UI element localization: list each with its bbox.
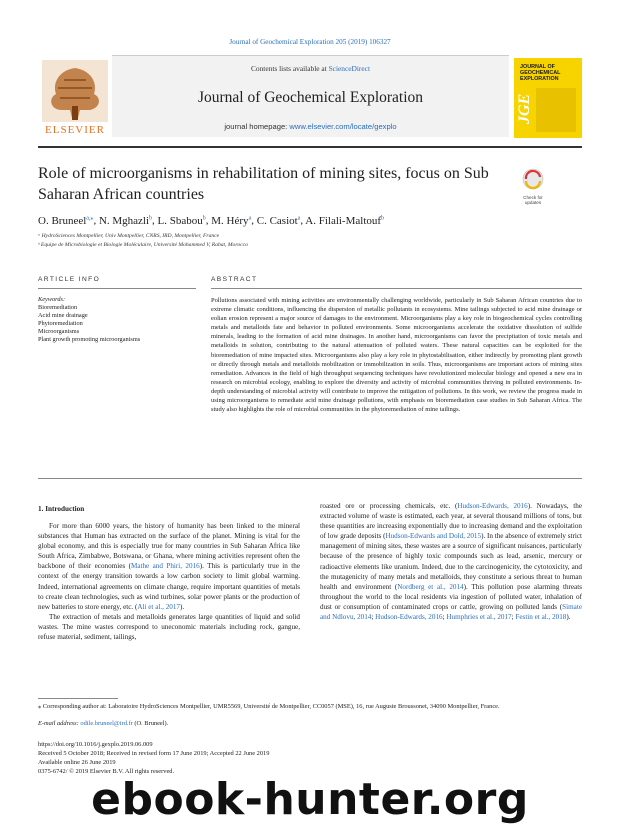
citation-link[interactable]: Humphries et al., 2017 xyxy=(446,613,512,622)
citation-link[interactable]: Ali et al., 2017 xyxy=(137,602,180,611)
contents-line xyxy=(112,64,509,73)
author[interactable]: A. Filali-Maltouf$^b$ xyxy=(305,214,385,227)
email-label: E-mail address: xyxy=(38,720,81,727)
abstract-bottom-rule xyxy=(38,478,582,479)
author[interactable]: N. Mghazli$^b$ xyxy=(98,214,153,227)
sciencedirect-link[interactable]: ScienceDirect xyxy=(328,64,371,73)
citation-link[interactable]: Simate and Ndlovu, 2014 xyxy=(320,602,582,622)
abstract-heading: ABSTRACT xyxy=(211,276,258,283)
contents-prefix: Contents lists available at xyxy=(250,64,329,73)
watermark-text: ebook-hunter.org xyxy=(91,774,529,825)
author[interactable]: L. Sbabou$^b$ xyxy=(157,214,206,227)
journal-name: Journal of Geochemical Exploration xyxy=(197,89,424,106)
abstract-text: Pollutions associated with mining activities are environmentally challenging worldwide, particularly in Sub Saharan African countries due to extreme climatic conditions, influencing the dispersion of metallic pollutants in ecosystems. Mine tailings subjected to acid mine drainage or eolian erosion represent a major source of damages to the environment. Microorganisms play a key role in biogeochemical cycles controlling metals and metalloids fate and behavior in polluted environments. Some microorganisms accelerate the oxidative dissolution of sulfide minerals, leading to the formation of acid mine drainages. In another hand, microorganisms can favor the precipitation of toxic metals and metalloids in solution, contributing to the natural attenuation of polluted waters. These natural capacities can be exploited for the bioremediation of mine impacted sites. Microorganisms also play a key role in phytostabilisation, either indirectly by promoting plant growth or directly through metals and metalloids mobilization or immobilization in soils. Thus, microorganisms are important actors of mining sites remediation. Advances in the field of high throughput sequencing techniques have revolutionized molecular biology and opened a new era in research on microbial ecology, enabling to explore the diversity and activity of microbial communities thriving in polluted environments. In-depth understanding of microbial activity will contribute to improve the mitigation of pollutions. In this work, we review the progress made in using microorganisms to remediate acid mine drainage pollutions, with emphasis on bioremediation case studies in Sub Saharan Africa. The study also highlights the role of microbial communities in the phytoremediation of mine tailings. xyxy=(211,297,582,414)
citation-link[interactable]: Festin et al., 2018 xyxy=(515,613,567,622)
author-sup: b xyxy=(381,215,385,221)
keywords-label: Keywords: xyxy=(38,296,66,303)
cover-art xyxy=(536,88,576,132)
article-info-heading: ARTICLE INFO xyxy=(38,276,101,283)
check-for-updates-button[interactable] xyxy=(515,168,551,206)
journal-cover[interactable] xyxy=(514,58,582,138)
citation-link[interactable]: Hudson-Edwards and Dold, 2015 xyxy=(385,532,482,541)
author-sup: b xyxy=(202,215,206,221)
paragraph: roasted ore or processing chemicals, etc. (Hudson-Edwards, 2016). Nowadays, the extracted volume of waste is estimated, each year, at several thousand millions of tons, but these quantities are increasing exponentially due to increasing demand and the exploitation of low grade deposits (Hudson-Edwards and Dold, 2015). In the absence of extremely strict management of mining sites, these wastes are a source of significant nuisances, particularly because of the presence of highly toxic compounds such as lead, arsenic, mercury or radioactive elements like uranium. Indeed, due to the carcinogenicity, the cytotoxicity, and the mutagenicity of many metals and metalloids, they constitute a serious threat to human health and environment (Nordberg et al., 2014). This pollution pose alarming threats throughout the world to the local residents via ingestion of polluted water, inhalation of dust or consumption of contaminated crops or cattle, growing on polluted lands (Simate and Ndlovu, 2014; Hudson-Edwards, 2016; Humphries et al., 2017; Festin et al., 2018). xyxy=(320,502,583,622)
section-heading-introduction: 1. Introduction xyxy=(38,505,85,513)
copyright: 0375-6742/ © 2019 Elsevier B.V. All rights reserved. xyxy=(38,768,175,775)
abstract-rule xyxy=(211,288,582,289)
journal-citation[interactable]: Journal of Geochemical Exploration 205 (2019) 106327 xyxy=(229,38,391,46)
email-line xyxy=(38,720,582,729)
article-info-rule xyxy=(38,288,196,289)
affiliation-b: ᵇ Equipe de Microbiologie et Biologie Moléculaire, Université Mohammed V, Rabat, Morocco xyxy=(38,242,248,248)
author-sup: b xyxy=(149,215,153,221)
cover-abbrev: JGE xyxy=(516,93,533,124)
header-center xyxy=(112,55,509,137)
author-sup: a,⁎ xyxy=(86,215,94,221)
keyword-item: Bioremediation xyxy=(38,304,78,311)
available-online: Available online 26 June 2019 xyxy=(38,759,116,766)
paragraph: For more than 6000 years, the history of humanity has been linked to the mineral substances that Human has extracted on the surface of the planet. Mining is vital for the global economy, and this is especially true for many countries in Sub Saharan Africa like South Africa, Zimbabwe, Botswana, or Ghana, where mining activities represent often the backbone of their economies (Mathe and Phiri, 2016). This is particularly true in the context of the energy transition towards a low carbon society to limit global warming. Indeed, international agreements on climate change, require important quantities of metals to create clean technologies, such as wind turbines, solar power plants or the production of new batteries to store energy, etc. (Ali et al., 2017). xyxy=(38,522,300,611)
header-rule xyxy=(38,146,582,148)
elsevier-wordmark: ELSEVIER xyxy=(45,124,105,136)
doi-link[interactable]: https://doi.org/10.1016/j.gexplo.2019.06.009 xyxy=(38,741,153,748)
homepage-prefix: journal homepage: xyxy=(224,122,290,131)
keyword-item: Plant growth promoting microorganisms xyxy=(38,336,141,343)
keyword-item: Phytoremediation xyxy=(38,320,83,327)
keyword-item: Acid mine drainage xyxy=(38,312,88,319)
check-updates-icon xyxy=(515,168,551,190)
check-updates-line2: updates xyxy=(524,200,542,206)
citation-link[interactable]: Hudson-Edwards, 2016 xyxy=(457,502,528,510)
email-link[interactable]: odile.bruneel@ird.fr xyxy=(80,720,133,727)
author[interactable]: M. Héry$^a$ xyxy=(211,214,252,227)
body-column-right xyxy=(320,501,582,622)
elsevier-logo xyxy=(38,58,112,138)
cover-title: JOURNAL OF GEOCHEMICAL EXPLORATION xyxy=(520,64,561,83)
affiliation-a: ᵃ HydroSciences Montpellier, Univ Montpellier, CNRS, IRD, Montpellier, France xyxy=(38,233,220,239)
journal-header xyxy=(38,55,582,140)
article-title xyxy=(38,163,508,205)
homepage-link[interactable]: www.elsevier.com/locate/gexplo xyxy=(289,122,397,131)
author-list: O. Bruneel$^{a,⁎}$, N. Mghazli$^b$, L. Sbabou$^b$, M. Héry$^a$, C. Casiot$^a$, A. Filali-Maltouf$^b$ xyxy=(38,214,385,227)
author[interactable]: O. Bruneel$^{a,⁎}$ xyxy=(38,214,94,227)
footnote-rule xyxy=(38,698,118,699)
citation-link[interactable]: Nordberg et al., 2014 xyxy=(397,582,464,591)
author[interactable]: C. Casiot$^a$ xyxy=(256,214,301,227)
author-sup: a xyxy=(248,215,252,221)
keyword-item: Microorganisms xyxy=(38,328,80,335)
citation-link[interactable]: Hudson-Edwards, 2016 xyxy=(375,613,443,622)
email-suffix: (O. Bruneel). xyxy=(132,720,169,727)
author-sup: a xyxy=(297,215,301,221)
body-column-left xyxy=(38,521,300,642)
paragraph: The extraction of metals and metalloids generates large quantities of liquid and solid wastes. The mine wastes correspond to uneconomic materials including rock, gangue, refuse material, sediment, tailings, xyxy=(38,612,300,642)
citation-link[interactable]: Mathe and Phiri, 2016 xyxy=(130,562,200,571)
title-line-1: Role of microorganisms in rehabilitation of mining sites, focus on Sub xyxy=(38,165,489,182)
received-dates: Received 5 October 2018; Received in revised form 17 June 2019; Accepted 22 June 2019 xyxy=(38,750,270,757)
title-line-2: Saharan African countries xyxy=(38,186,205,203)
homepage-line xyxy=(112,122,509,131)
check-updates-line1: Check for xyxy=(523,195,543,200)
corresponding-author-note: ⁎ Corresponding author at: Laboratoire HydroSciences Montpellier, UMR5569, Université de Montpellier, CC0057 (MSE), 16, rue Auguste Broussonet, 34090 Montpellier, France. xyxy=(38,703,500,710)
